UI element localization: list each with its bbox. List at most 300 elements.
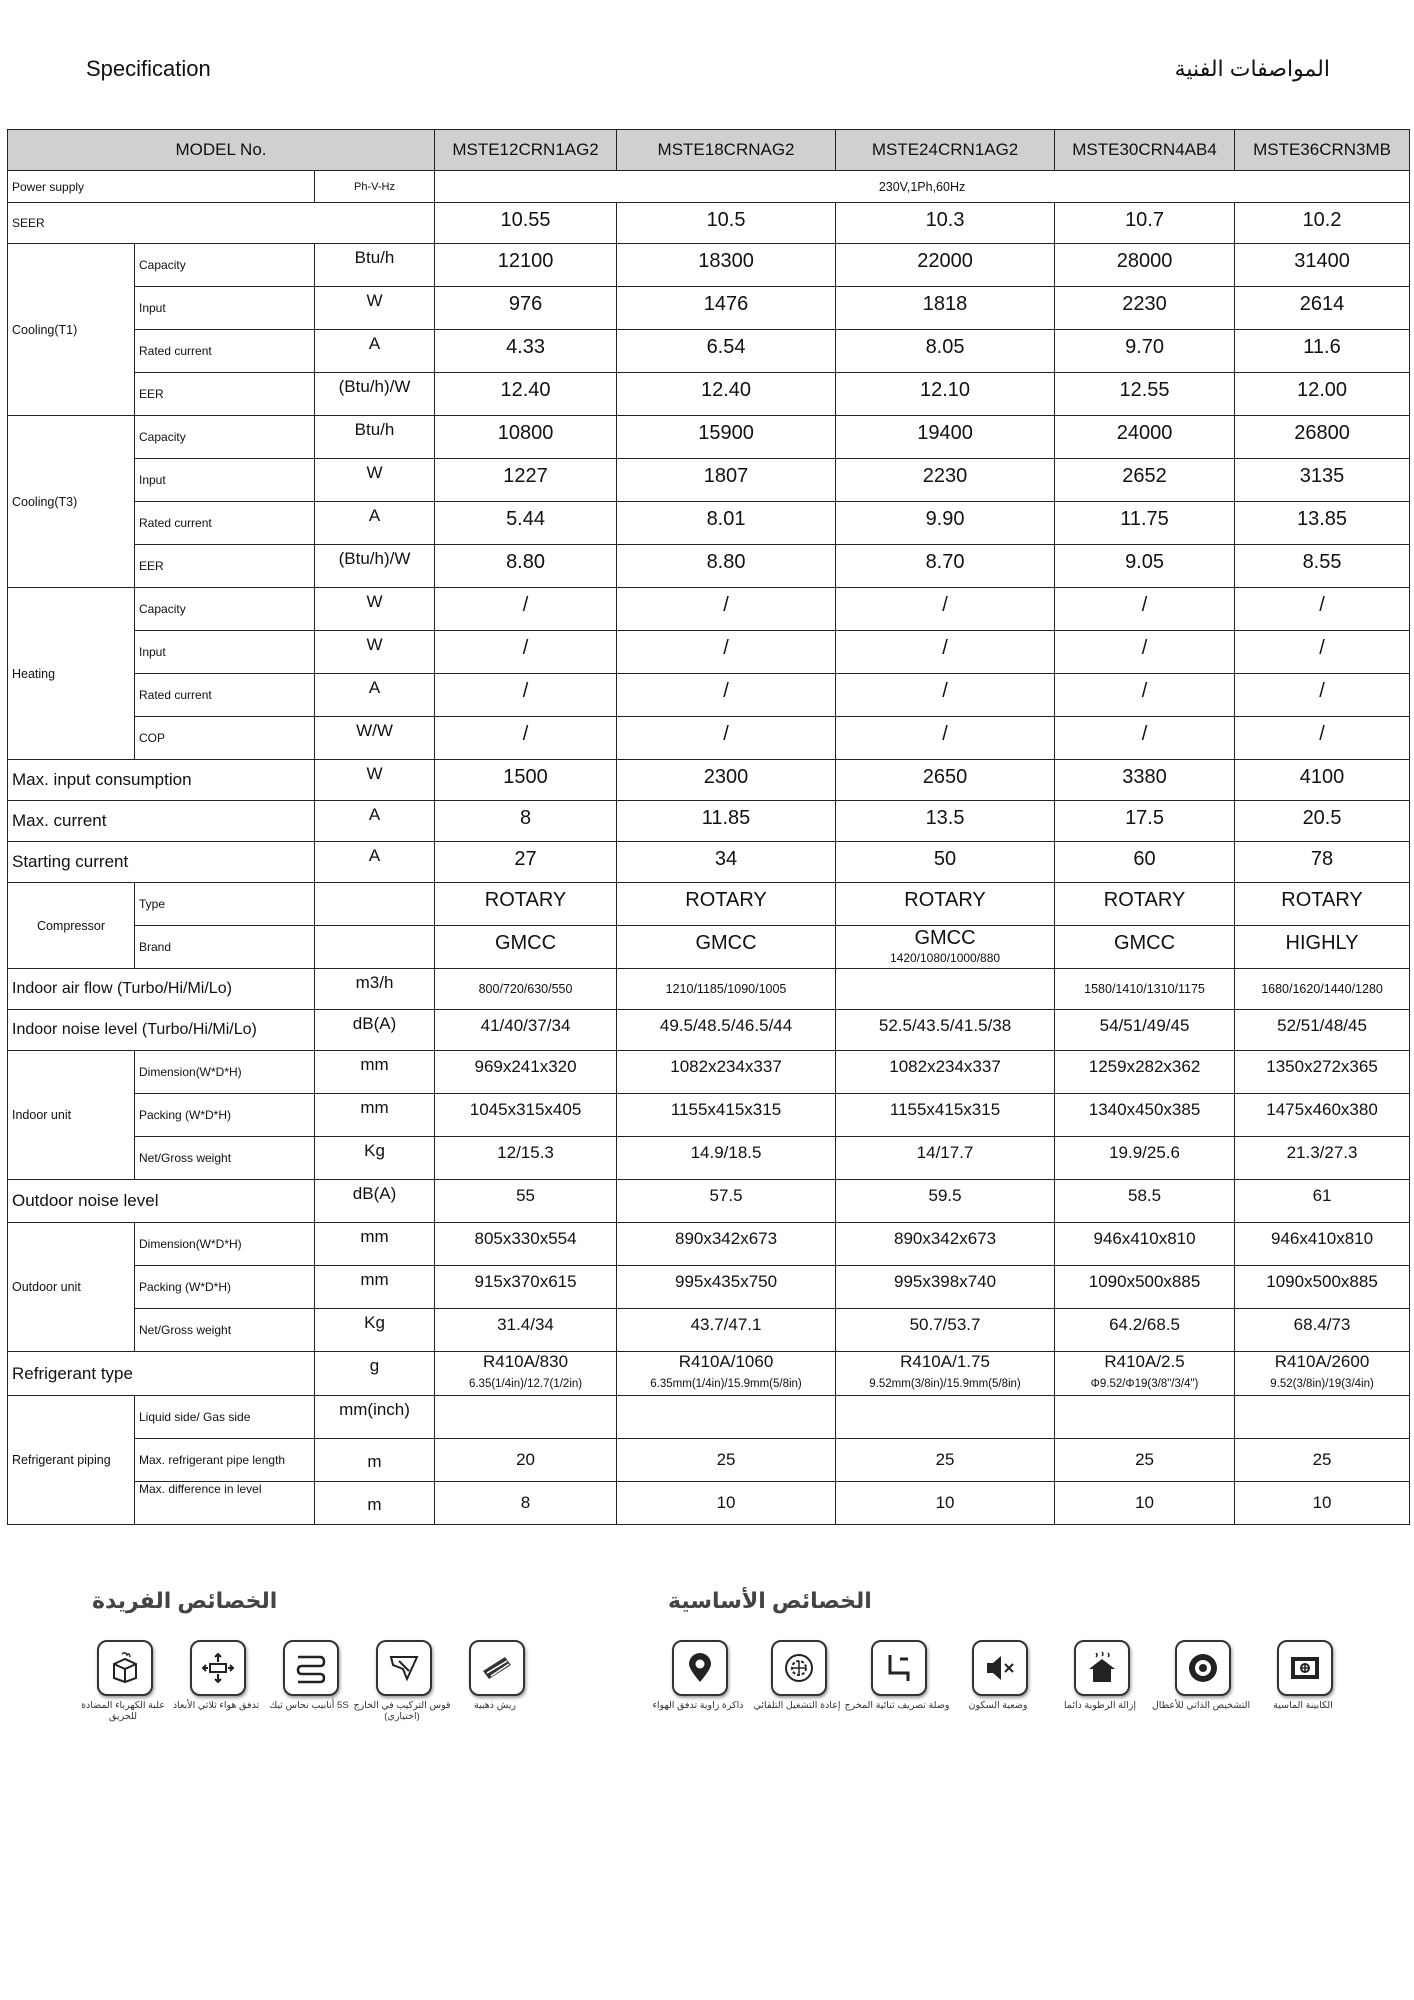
row-unit: m xyxy=(315,1439,435,1482)
heating-row xyxy=(8,631,1410,674)
feature-caption: إعادة التشغيل التلقائي xyxy=(753,1700,841,1711)
cell-value: 50.7/53.7 xyxy=(836,1309,1055,1352)
cell-value: 11.75 xyxy=(1055,502,1235,545)
indoor-unit-row xyxy=(8,1051,1410,1094)
refrigerant-charge: R410A/2600 xyxy=(1274,1352,1370,1371)
cell-value: 1227 xyxy=(435,459,617,502)
model-name: MSTE18CRNAG2 xyxy=(617,130,836,171)
row-unit: mm xyxy=(315,1266,435,1309)
cell-value: / xyxy=(1055,717,1235,760)
row-label: Max. difference in level xyxy=(135,1482,315,1525)
cell-value: 54/51/49/45 xyxy=(1055,1010,1235,1051)
cell-value: 27 xyxy=(435,842,617,883)
cell-value: / xyxy=(617,588,836,631)
refrigerant-charge: R410A/1.75 xyxy=(900,1352,990,1371)
group-label: Refrigerant piping xyxy=(8,1396,135,1525)
row-unit: W xyxy=(315,459,435,502)
cell-value: 1259x282x362 xyxy=(1055,1051,1235,1094)
feature-caption: تدفق هواء ثلاثي الأبعاد xyxy=(172,1700,260,1711)
cell-value: 21.3/27.3 xyxy=(1235,1137,1410,1180)
cooling-t1-row xyxy=(8,287,1410,330)
row-label: Type xyxy=(135,883,315,926)
cell-value: 10 xyxy=(1235,1482,1410,1525)
cell-value: 13.85 xyxy=(1235,502,1410,545)
cell-value: 2230 xyxy=(836,459,1055,502)
row-label: Liquid side/ Gas side xyxy=(135,1396,315,1439)
cell-value: 8.70 xyxy=(836,545,1055,588)
row-unit: A xyxy=(315,674,435,717)
row-label: Indoor noise level (Turbo/Hi/Mi/Lo) xyxy=(8,1010,315,1051)
dehumidify-icon xyxy=(1074,1640,1130,1696)
row-label: Starting current xyxy=(8,842,315,883)
pipe-size: 6.35(1/4in)/12.7(1/2in) xyxy=(468,1378,583,1390)
compressor-row xyxy=(8,883,1410,926)
cell-value: 1045x315x405 xyxy=(435,1094,617,1137)
row-unit: Ph-V-Hz xyxy=(315,171,435,203)
cell-value xyxy=(836,926,1055,969)
cell-value: 8.01 xyxy=(617,502,836,545)
cell-value: 10 xyxy=(836,1482,1055,1525)
group-label: Compressor xyxy=(8,883,135,969)
row-unit: g xyxy=(315,1352,435,1396)
brand-value: GMCC xyxy=(914,927,976,949)
cell-value: 890x342x673 xyxy=(617,1223,836,1266)
feature-caption: ذاكرة زاوية تدفق الهواء xyxy=(652,1700,744,1711)
cell-value: 68.4/73 xyxy=(1235,1309,1410,1352)
cell-value: 50 xyxy=(836,842,1055,883)
cell-value: / xyxy=(617,631,836,674)
cell-value xyxy=(836,969,1055,1010)
row-unit: dB(A) xyxy=(315,1010,435,1051)
spec-table xyxy=(7,129,1410,1525)
indoor-air-flow-row xyxy=(8,969,1410,1010)
outdoor-unit-row xyxy=(8,1309,1410,1352)
row-label: Max. refrigerant pipe length xyxy=(135,1439,315,1482)
cell-value: 10 xyxy=(1055,1482,1235,1525)
cell-value: / xyxy=(1235,674,1410,717)
cabinet-icon xyxy=(1277,1640,1333,1696)
cell-value xyxy=(435,1396,617,1439)
pipe-size: 6.35mm(1/4in)/15.9mm(5/8in) xyxy=(650,1378,802,1390)
cell-value: 1680/1620/1440/1280 xyxy=(1235,969,1410,1010)
cell-value: 1090x500x885 xyxy=(1055,1266,1235,1309)
cell-value: 78 xyxy=(1235,842,1410,883)
row-unit: mm xyxy=(315,1094,435,1137)
cell-value: 890x342x673 xyxy=(836,1223,1055,1266)
refrigerant-piping-row xyxy=(8,1396,1410,1439)
cell-value: 995x435x750 xyxy=(617,1266,836,1309)
row-unit: A xyxy=(315,842,435,883)
model-name: MSTE24CRN1AG2 xyxy=(836,130,1055,171)
cell-value: 14.9/18.5 xyxy=(617,1137,836,1180)
cell-value: 1500 xyxy=(435,760,617,801)
cooling-t3-row xyxy=(8,459,1410,502)
cell-value: / xyxy=(617,717,836,760)
feature-caption: إزالة الرطوبة دائما xyxy=(1063,1700,1136,1711)
row-label: Rated current xyxy=(135,330,315,373)
power-supply-row xyxy=(8,171,1410,203)
cell-value: / xyxy=(435,717,617,760)
cell-value: 976 xyxy=(435,287,617,330)
cell-value: 2300 xyxy=(617,760,836,801)
cell-value: ROTARY xyxy=(617,883,836,926)
model-name: MSTE12CRN1AG2 xyxy=(435,130,617,171)
cell-value: 1580/1410/1310/1175 xyxy=(1055,969,1235,1010)
cell-value: 59.5 xyxy=(836,1180,1055,1223)
cell-value: 1082x234x337 xyxy=(617,1051,836,1094)
feature-caption: وصلة تصريف ثنائية المخرج xyxy=(844,1700,950,1711)
cell-value: 10.3 xyxy=(836,203,1055,244)
cell-value: 49.5/48.5/46.5/44 xyxy=(617,1010,836,1051)
cell-value: 9.70 xyxy=(1055,330,1235,373)
cell-value: 10.5 xyxy=(617,203,836,244)
group-label: Outdoor unit xyxy=(8,1223,135,1352)
cell-value: 915x370x615 xyxy=(435,1266,617,1309)
pipe-size: 9.52(3/8in)/19(3/4in) xyxy=(1270,1378,1374,1390)
cell-value xyxy=(1055,1352,1235,1396)
cell-value: 1350x272x365 xyxy=(1235,1051,1410,1094)
row-label: Packing (W*D*H) xyxy=(135,1266,315,1309)
cell-value: 8 xyxy=(435,1482,617,1525)
cell-value: 28000 xyxy=(1055,244,1235,287)
cell-value: 20 xyxy=(435,1439,617,1482)
cell-value: / xyxy=(617,674,836,717)
group-label: Cooling(T3) xyxy=(8,416,135,588)
cell-value: / xyxy=(435,674,617,717)
cell-value: 946x410x810 xyxy=(1055,1223,1235,1266)
cell-value: / xyxy=(1055,588,1235,631)
cell-value: 9.90 xyxy=(836,502,1055,545)
cell-value: 10 xyxy=(617,1482,836,1525)
cell-value: / xyxy=(1235,588,1410,631)
cell-value: 64.2/68.5 xyxy=(1055,1309,1235,1352)
cell-value: 13.5 xyxy=(836,801,1055,842)
cell-value: 10.55 xyxy=(435,203,617,244)
row-unit: (Btu/h)/W xyxy=(315,373,435,416)
row-unit: m3/h xyxy=(315,969,435,1010)
model-label: MODEL No. xyxy=(8,130,435,171)
cell-value: 12.55 xyxy=(1055,373,1235,416)
cell-value: 24000 xyxy=(1055,416,1235,459)
group-label: Cooling(T1) xyxy=(8,244,135,416)
drain-pipe-icon xyxy=(871,1640,927,1696)
row-unit: mm(inch) xyxy=(315,1396,435,1439)
cell-value: 25 xyxy=(1055,1439,1235,1482)
cell-value: 1210/1185/1090/1005 xyxy=(617,969,836,1010)
feature-caption: ريش ذهبية xyxy=(473,1700,517,1711)
spec-title: Specification xyxy=(86,56,211,81)
cell-value: 25 xyxy=(836,1439,1055,1482)
cell-value: 1475x460x380 xyxy=(1235,1094,1410,1137)
feature-caption: 5S أنابيب نحاس ثيك xyxy=(269,1700,349,1711)
pipe-size: Φ9.52/Φ19(3/8"/3/4") xyxy=(1090,1378,1199,1390)
unique-features-title: الخصائص الفريدة xyxy=(92,1588,278,1613)
outdoor-noise-row xyxy=(8,1180,1410,1223)
cell-value: 12100 xyxy=(435,244,617,287)
cell-value: 20.5 xyxy=(1235,801,1410,842)
cell-value: 3380 xyxy=(1055,760,1235,801)
row-label: Rated current xyxy=(135,502,315,545)
air-flow-note: 1420/1080/1000/880 xyxy=(889,951,1001,965)
cell-value xyxy=(836,1352,1055,1396)
cell-value: 11.6 xyxy=(1235,330,1410,373)
indoor-unit-row xyxy=(8,1094,1410,1137)
refrigerant-piping-row xyxy=(8,1482,1410,1525)
model-name: MSTE30CRN4AB4 xyxy=(1055,130,1235,171)
cell-value: 1476 xyxy=(617,287,836,330)
auto-restart-icon xyxy=(771,1640,827,1696)
row-unit: (Btu/h)/W xyxy=(315,545,435,588)
row-label: Net/Gross weight xyxy=(135,1309,315,1352)
cell-value: 800/720/630/550 xyxy=(435,969,617,1010)
row-unit: mm xyxy=(315,1223,435,1266)
group-label: Heating xyxy=(8,588,135,760)
cell-value: 12.40 xyxy=(617,373,836,416)
cell-value: 10.7 xyxy=(1055,203,1235,244)
refrigerant-row xyxy=(8,1352,1410,1396)
row-unit: A xyxy=(315,330,435,373)
row-label: Dimension(W*D*H) xyxy=(135,1051,315,1094)
cell-value: / xyxy=(836,674,1055,717)
feature-caption: علبة الكهرباء المضادة للحريق xyxy=(81,1700,165,1722)
cell-value: 946x410x810 xyxy=(1235,1223,1410,1266)
3d-airflow-icon xyxy=(190,1640,246,1696)
row-label: Refrigerant type xyxy=(8,1352,315,1396)
cell-value: 8.80 xyxy=(435,545,617,588)
compressor-row xyxy=(8,926,1410,969)
cell-value: 3135 xyxy=(1235,459,1410,502)
cell-value: 58.5 xyxy=(1055,1180,1235,1223)
heating-row xyxy=(8,674,1410,717)
row-unit: Kg xyxy=(315,1309,435,1352)
cell-value: HIGHLY xyxy=(1235,926,1410,969)
row-label: Capacity xyxy=(135,416,315,459)
row-label: SEER xyxy=(8,203,435,244)
cooling-t1-row xyxy=(8,244,1410,287)
cell-value: 17.5 xyxy=(1055,801,1235,842)
row-unit: W xyxy=(315,631,435,674)
cell-value: 1807 xyxy=(617,459,836,502)
spec-title-arabic: المواصفات الفنية xyxy=(1174,56,1330,81)
cell-value: 2652 xyxy=(1055,459,1235,502)
cell-value: / xyxy=(435,631,617,674)
refrigerant-charge: R410A/2.5 xyxy=(1104,1352,1185,1371)
row-label: Packing (W*D*H) xyxy=(135,1094,315,1137)
golden-fin-icon xyxy=(469,1640,525,1696)
cell-value: 14/17.7 xyxy=(836,1137,1055,1180)
row-label: Input xyxy=(135,287,315,330)
mute-icon xyxy=(972,1640,1028,1696)
cell-value: / xyxy=(1235,717,1410,760)
cell-value: 18300 xyxy=(617,244,836,287)
row-unit: A xyxy=(315,801,435,842)
cell-value: 10.2 xyxy=(1235,203,1410,244)
cell-value: 1082x234x337 xyxy=(836,1051,1055,1094)
model-row xyxy=(8,130,1410,171)
cell-value xyxy=(1235,1352,1410,1396)
cell-value: 52.5/43.5/41.5/38 xyxy=(836,1010,1055,1051)
row-unit: W/W xyxy=(315,717,435,760)
feature-caption: وضعية السكون xyxy=(968,1700,1028,1711)
cell-value: 8.55 xyxy=(1235,545,1410,588)
row-label: Max. input consumption xyxy=(8,760,315,801)
indoor-noise-row xyxy=(8,1010,1410,1051)
cell-value: 11.85 xyxy=(617,801,836,842)
cell-value: 41/40/37/34 xyxy=(435,1010,617,1051)
cell-value: 2614 xyxy=(1235,287,1410,330)
cell-value: 19.9/25.6 xyxy=(1055,1137,1235,1180)
cell-value: / xyxy=(836,631,1055,674)
row-label: Dimension(W*D*H) xyxy=(135,1223,315,1266)
row-unit: Btu/h xyxy=(315,244,435,287)
cell-value: 1155x415x315 xyxy=(617,1094,836,1137)
cooling-t3-row xyxy=(8,545,1410,588)
cell-value: 5.44 xyxy=(435,502,617,545)
cell-value: 1340x450x385 xyxy=(1055,1094,1235,1137)
row-label: COP xyxy=(135,717,315,760)
cell-value xyxy=(1235,1396,1410,1439)
cell-value: ROTARY xyxy=(836,883,1055,926)
cell-value: 6.54 xyxy=(617,330,836,373)
cell-value: / xyxy=(836,588,1055,631)
cell-value: / xyxy=(435,588,617,631)
power-supply-value: 230V,1Ph,60Hz xyxy=(435,171,1410,203)
cell-value: 8.05 xyxy=(836,330,1055,373)
row-unit xyxy=(315,883,435,926)
cell-value: 1818 xyxy=(836,287,1055,330)
cell-value: 1155x415x315 xyxy=(836,1094,1055,1137)
cell-value: / xyxy=(1055,674,1235,717)
heating-row xyxy=(8,588,1410,631)
row-unit: W xyxy=(315,287,435,330)
cell-value: 25 xyxy=(617,1439,836,1482)
row-label: Input xyxy=(135,631,315,674)
cell-value: 19400 xyxy=(836,416,1055,459)
seer-row xyxy=(8,203,1410,244)
cell-value: 805x330x554 xyxy=(435,1223,617,1266)
cell-value: 12.40 xyxy=(435,373,617,416)
row-label: Brand xyxy=(135,926,315,969)
cell-value: 9.05 xyxy=(1055,545,1235,588)
cell-value: 31.4/34 xyxy=(435,1309,617,1352)
anti-corrosion-box-icon xyxy=(97,1640,153,1696)
cell-value: 26800 xyxy=(1235,416,1410,459)
cell-value: 55 xyxy=(435,1180,617,1223)
row-unit: A xyxy=(315,502,435,545)
cell-value: 57.5 xyxy=(617,1180,836,1223)
feature-caption: الكابينة الماسية xyxy=(1273,1700,1333,1711)
cell-value: 2650 xyxy=(836,760,1055,801)
row-label: EER xyxy=(135,545,315,588)
group-label: Indoor unit xyxy=(8,1051,135,1180)
cell-value: 22000 xyxy=(836,244,1055,287)
pipe-size: 9.52mm(3/8in)/15.9mm(5/8in) xyxy=(869,1378,1021,1390)
cooling-t3-row xyxy=(8,416,1410,459)
row-label: Input xyxy=(135,459,315,502)
cell-value: 10800 xyxy=(435,416,617,459)
install-arc-icon xyxy=(376,1640,432,1696)
row-label: Rated current xyxy=(135,674,315,717)
cell-value: 4100 xyxy=(1235,760,1410,801)
heating-row xyxy=(8,717,1410,760)
row-unit: Kg xyxy=(315,1137,435,1180)
cooling-t1-row xyxy=(8,330,1410,373)
row-label: Max. current xyxy=(8,801,315,842)
cell-value xyxy=(1055,1396,1235,1439)
row-label: Outdoor noise level xyxy=(8,1180,315,1223)
cooling-t1-row xyxy=(8,373,1410,416)
row-unit: W xyxy=(315,588,435,631)
feature-caption: التشخيص الذاتي للأعطال xyxy=(1151,1700,1251,1711)
cell-value: 60 xyxy=(1055,842,1235,883)
cell-value: 8 xyxy=(435,801,617,842)
max-input-row xyxy=(8,760,1410,801)
cell-value: ROTARY xyxy=(435,883,617,926)
cell-value: 969x241x320 xyxy=(435,1051,617,1094)
cell-value: / xyxy=(836,717,1055,760)
refrigerant-piping-row xyxy=(8,1439,1410,1482)
cell-value: 12.00 xyxy=(1235,373,1410,416)
outdoor-unit-row xyxy=(8,1223,1410,1266)
row-unit: W xyxy=(315,760,435,801)
cell-value: 8.80 xyxy=(617,545,836,588)
cell-value: 34 xyxy=(617,842,836,883)
refrigerant-charge: R410A/830 xyxy=(482,1352,569,1371)
cooling-t3-row xyxy=(8,502,1410,545)
row-unit: Btu/h xyxy=(315,416,435,459)
location-pin-icon xyxy=(672,1640,728,1696)
cell-value xyxy=(617,1396,836,1439)
feature-caption: قوس التركيب في الخارج (اختياري) xyxy=(353,1700,451,1722)
row-label: EER xyxy=(135,373,315,416)
cell-value: 43.7/47.1 xyxy=(617,1309,836,1352)
refrigerant-charge: R410A/1060 xyxy=(678,1352,774,1371)
cell-value: 31400 xyxy=(1235,244,1410,287)
cell-value: 2230 xyxy=(1055,287,1235,330)
cell-value: / xyxy=(1235,631,1410,674)
self-diagnosis-icon xyxy=(1175,1640,1231,1696)
cell-value: 995x398x740 xyxy=(836,1266,1055,1309)
row-label: Power supply xyxy=(8,171,315,203)
row-unit xyxy=(315,926,435,969)
max-current-row xyxy=(8,801,1410,842)
row-label: Net/Gross weight xyxy=(135,1137,315,1180)
cell-value: 12/15.3 xyxy=(435,1137,617,1180)
starting-current-row xyxy=(8,842,1410,883)
cell-value: 15900 xyxy=(617,416,836,459)
cell-value: GMCC xyxy=(1055,926,1235,969)
copper-tubes-icon xyxy=(283,1640,339,1696)
cell-value: 12.10 xyxy=(836,373,1055,416)
model-name: MSTE36CRN3MB xyxy=(1235,130,1410,171)
row-label: Capacity xyxy=(135,588,315,631)
cell-value: / xyxy=(1055,631,1235,674)
cell-value: ROTARY xyxy=(1055,883,1235,926)
cell-value xyxy=(617,1352,836,1396)
cell-value: 25 xyxy=(1235,1439,1410,1482)
row-unit: mm xyxy=(315,1051,435,1094)
outdoor-unit-row xyxy=(8,1266,1410,1309)
cell-value: GMCC xyxy=(435,926,617,969)
cell-value: GMCC xyxy=(617,926,836,969)
basic-features-title: الخصائص الأساسية xyxy=(668,1588,872,1613)
row-label: Indoor air flow (Turbo/Hi/Mi/Lo) xyxy=(8,969,315,1010)
indoor-unit-row xyxy=(8,1137,1410,1180)
row-label: Capacity xyxy=(135,244,315,287)
cell-value: 52/51/48/45 xyxy=(1235,1010,1410,1051)
row-unit: dB(A) xyxy=(315,1180,435,1223)
cell-value: ROTARY xyxy=(1235,883,1410,926)
